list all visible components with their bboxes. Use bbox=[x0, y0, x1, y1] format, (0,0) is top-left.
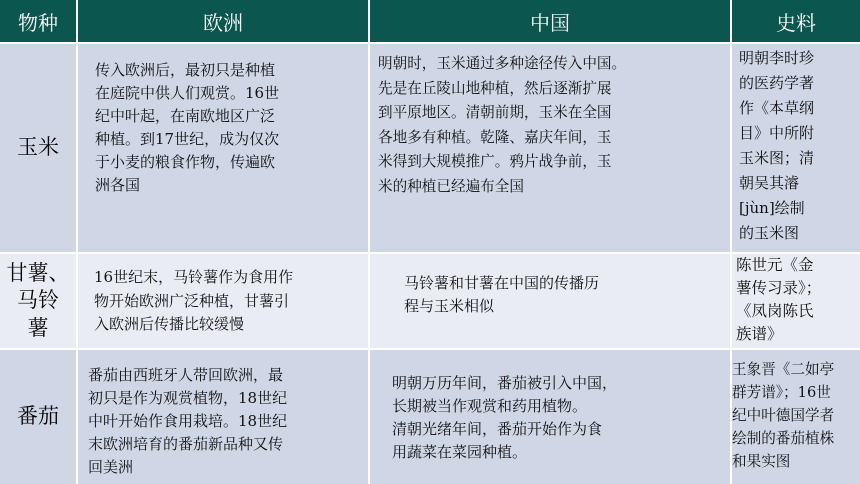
row-potato-china: 马铃薯和甘薯在中国的传播历 程与玉米相似 bbox=[370, 254, 732, 350]
row-tomato-species: 番茄 bbox=[0, 350, 78, 484]
row-potato-sources: 陈世元《金 薯传习录》； 《凤岗陈氏 族谱》 bbox=[732, 254, 860, 350]
row-tomato-europe: 番茄由西班牙人带回欧洲，最 初只是作为观赏植物，18世纪 中叶开始作食用栽培。18世纪 末欧洲培育的番茄新品种又传 回美洲 bbox=[78, 350, 370, 484]
row-potato-europe: 16世纪末，马铃薯作为食用作 物开始欧洲广泛种植，甘薯引 入欧洲后传播比较缓慢 bbox=[78, 254, 370, 350]
row-tomato-sources: 王象晋《二如亭 群芳谱》；16世 纪中叶德国学者 绘制的番茄植株 和果实图 bbox=[732, 350, 860, 484]
row-corn-sources: 明朝李时珍 的医药学著 作《本草纲 目》中所附 玉米图；清 朝吴其濬 [jùn]绘制 的玉米图 bbox=[732, 44, 860, 254]
header-europe: 欧洲 bbox=[78, 0, 370, 44]
row-corn-china: 明朝时，玉米通过多种途径传入中国。 先是在丘陵山地种植，然后逐渐扩展 到平原地区。清朝前期，玉米在全国 各地多有种植。乾隆、嘉庆年间，玉 米得到大规模推广。鸦片战争前，玉 米的种植已经遍布全国 bbox=[370, 44, 732, 254]
row-tomato-china: 明朝万历年间，番茄被引入中国， 长期被当作观赏和药用植物。 清朝光绪年间，番茄开始作为食 用蔬菜在菜园种植。 bbox=[370, 350, 732, 484]
header-china: 中国 bbox=[370, 0, 732, 44]
header-sources: 史料 bbox=[732, 0, 860, 44]
row-corn-europe: 传入欧洲后，最初只是种植 在庭院中供人们观赏。16世 纪中叶起，在南欧地区广泛 种植。到17世纪，成为仅次 于小麦的粮食作物，传遍欧 洲各国 bbox=[78, 44, 370, 254]
row-potato-species: 甘薯、 马铃 薯 bbox=[0, 254, 78, 350]
header-species: 物种 bbox=[0, 0, 78, 44]
row-corn-species: 玉米 bbox=[0, 44, 78, 254]
